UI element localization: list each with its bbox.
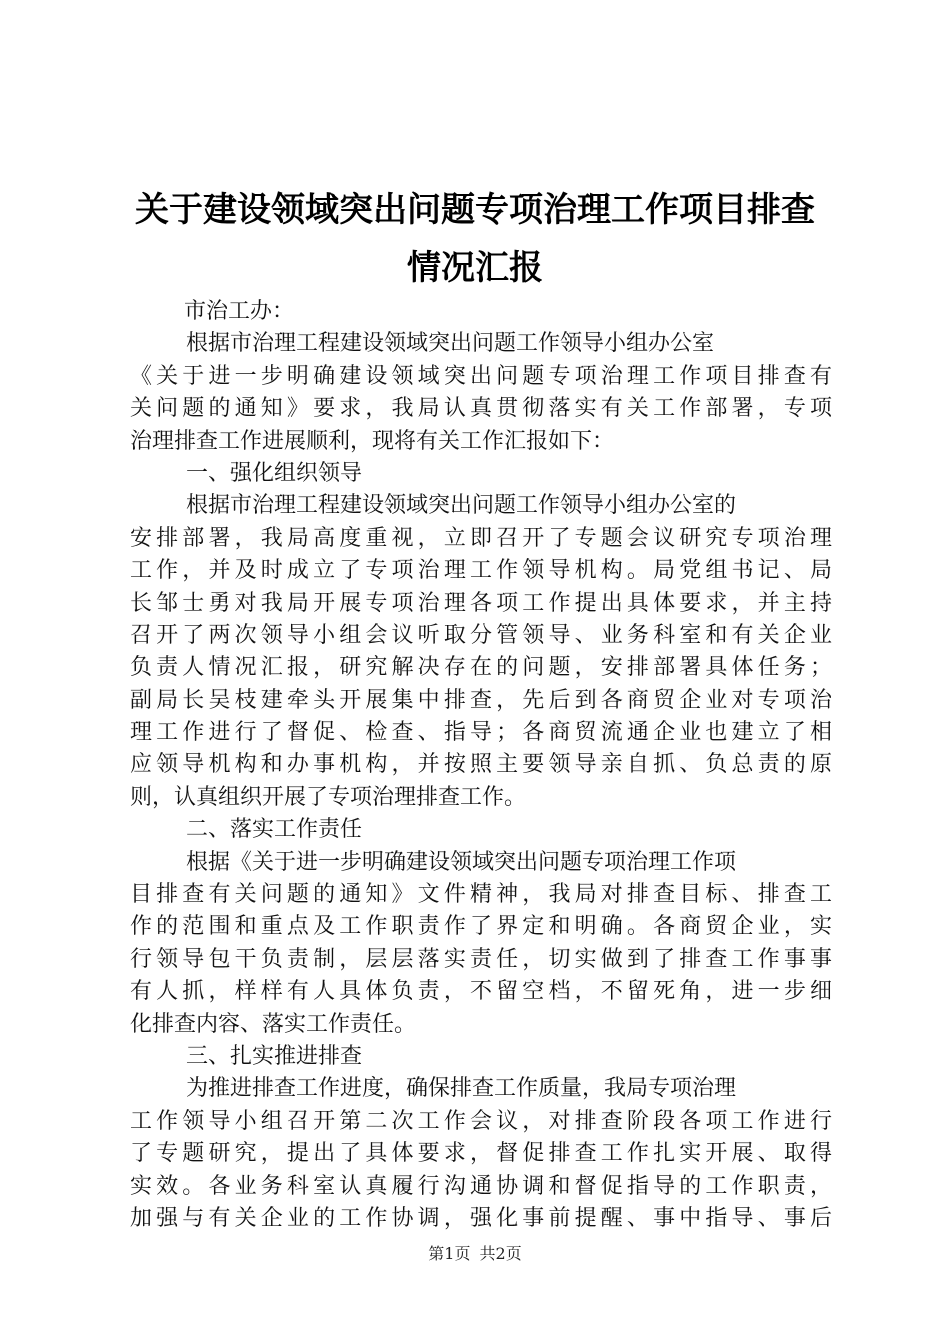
body-line: 《关于进一步明确建设领域突出问题专项治理工作项目排查有 (130, 363, 832, 389)
body-line: 化排查内容、落实工作责任。 (130, 1011, 417, 1037)
body-line: 根据市治理工程建设领域突出问题工作领导小组办公室的 (186, 493, 737, 519)
body-line: 目排查有关问题的通知》文件精神，我局对排查目标、排查工 (130, 882, 832, 908)
body-line: 则，认真组织开展了专项治理排查工作。 (130, 784, 527, 810)
body-line: 工作，并及时成立了专项治理工作领导机构。局党组书记、局 (130, 558, 832, 584)
body-line: 召开了两次领导小组会议听取分管领导、业务科室和有关企业 (130, 622, 832, 648)
body-line: 应领导机构和办事机构，并按照主要领导亲自抓、负总责的原 (130, 752, 832, 778)
document-title-line-2: 情况汇报 (407, 248, 543, 288)
body-line: 行领导包干负责制，层层落实责任，切实做到了排查工作事事 (130, 946, 832, 972)
body-line: 实效。各业务科室认真履行沟通协调和督促指导的工作职责， (130, 1173, 832, 1199)
body-line: 加强与有关企业的工作协调，强化事前提醒、事中指导、事后 (130, 1205, 832, 1231)
body-line: 关问题的通知》要求，我局认真贯彻落实有关工作部署，专项 (130, 396, 832, 422)
body-line: 一、强化组织领导 (186, 460, 363, 486)
body-line: 工作领导小组召开第二次工作会议，对排查阶段各项工作进行 (130, 1108, 832, 1134)
body-line: 负责人情况汇报，研究解决存在的问题，安排部署具体任务； (130, 655, 832, 681)
body-line: 安排部署，我局高度重视，立即召开了专题会议研究专项治理 (130, 525, 832, 551)
body-line: 为推进排查工作进度，确保排查工作质量，我局专项治理 (186, 1076, 737, 1102)
body-line: 长邹士勇对我局开展专项治理各项工作提出具体要求，并主持 (130, 590, 832, 616)
body-line: 三、扎实推进排查 (186, 1043, 363, 1069)
body-line: 了专题研究，提出了具体要求，督促排查工作扎实开展、取得 (130, 1141, 832, 1167)
body-line: 根据市治理工程建设领域突出问题工作领导小组办公室 (186, 331, 715, 357)
body-line: 根据《关于进一步明确建设领域突出问题专项治理工作项 (186, 849, 737, 875)
body-line: 副局长吴枝建牵头开展集中排查，先后到各商贸企业对专项治 (130, 687, 832, 713)
salutation: 市治工办： (184, 299, 295, 324)
body-line: 理工作进行了督促、检查、指导；各商贸流通企业也建立了相 (130, 720, 832, 746)
body-line: 作的范围和重点及工作职责作了界定和明确。各商贸企业，实 (130, 914, 832, 940)
document-body (130, 296, 832, 1235)
body-line: 有人抓，样样有人具体负责，不留空档，不留死角，进一步细 (130, 979, 832, 1005)
body-line: 治理排查工作进展顺利，现将有关工作汇报如下： (130, 428, 615, 454)
page-footer: 第1页 共2页 (428, 1244, 522, 1263)
document-title-line-1: 关于建设领域突出问题专项治理工作项目排查 (135, 190, 815, 230)
body-line: 二、落实工作责任 (186, 817, 363, 843)
